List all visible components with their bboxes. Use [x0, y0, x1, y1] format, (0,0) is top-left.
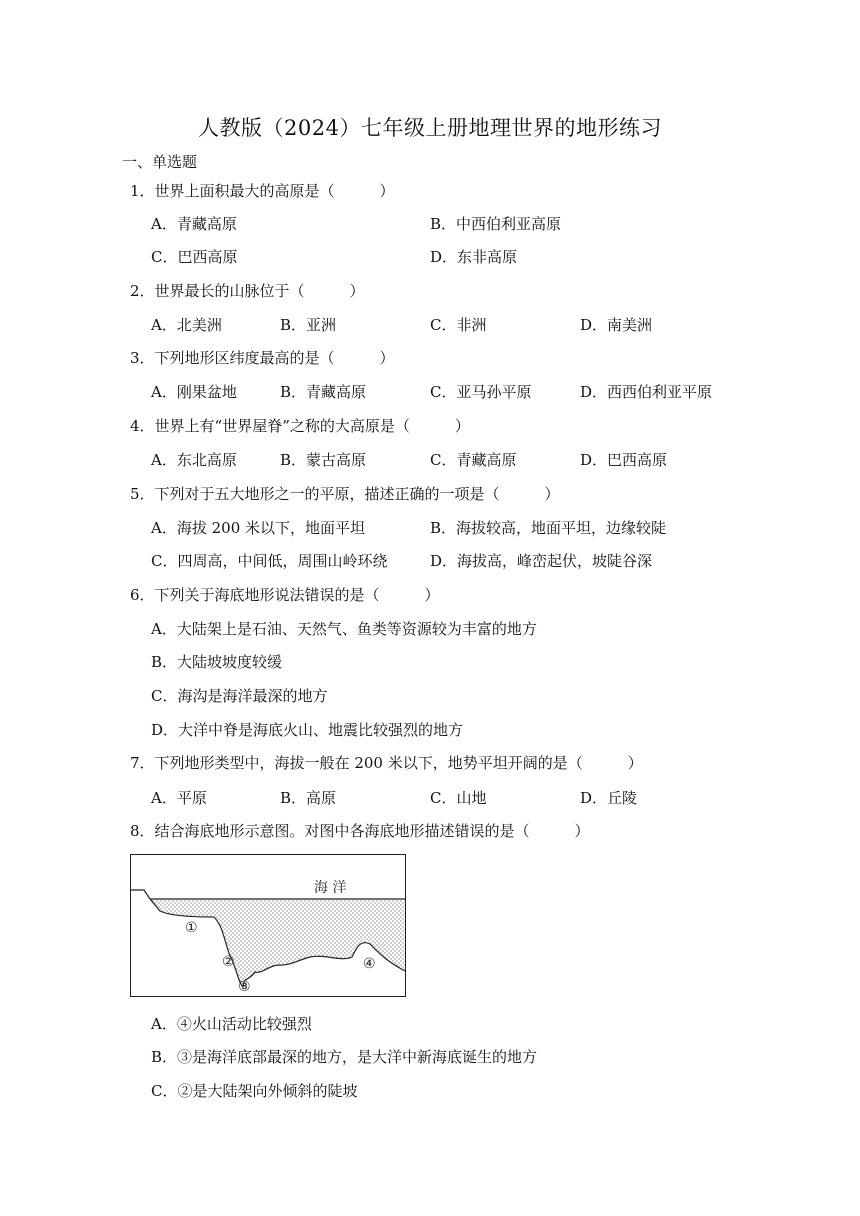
q6-option-a[interactable]: A．大陆架上是石油、天然气、鱼类等资源较为丰富的地方 [151, 620, 537, 638]
q5-option-b[interactable]: B．海拔较高，地面平坦，边缘较陡 [430, 519, 667, 537]
question-6-stem: 6．下列关于海底地形说法错误的是（ ） [130, 586, 440, 604]
q4-option-a[interactable]: A．东北高原 [151, 451, 237, 469]
q8-option-c[interactable]: C．②是大陆架向外倾斜的陡坡 [151, 1082, 358, 1100]
q3-option-d[interactable]: D．西西伯利亚平原 [580, 383, 713, 401]
q1-option-c[interactable]: C．巴西高原 [151, 248, 238, 266]
q1-option-d[interactable]: D．东非高原 [430, 248, 518, 266]
q5-option-d[interactable]: D．海拔高，峰峦起伏，坡陡谷深 [430, 552, 653, 570]
q1-option-a[interactable]: A．青藏高原 [151, 215, 237, 233]
question-1-stem: 1．世界上面积最大的高原是（ ） [130, 182, 395, 200]
question-4-stem: 4．世界上有“世界屋脊”之称的大高原是（ ） [130, 417, 470, 435]
q2-option-d[interactable]: D．南美洲 [580, 316, 653, 334]
q2-option-a[interactable]: A．北美洲 [151, 316, 222, 334]
question-8-stem: 8．结合海底地形示意图。对图中各海底地形描述错误的是（ ） [130, 822, 590, 840]
question-2-stem: 2．世界最长的山脉位于（ ） [130, 282, 365, 300]
seafloor-diagram [130, 854, 406, 997]
q4-option-d[interactable]: D．巴西高原 [580, 451, 668, 469]
q7-option-a[interactable]: A．平原 [151, 789, 207, 807]
q1-option-b[interactable]: B．中西伯利亚高原 [430, 215, 562, 233]
marker-2: ② [222, 954, 235, 970]
q4-option-c[interactable]: C．青藏高原 [430, 451, 517, 469]
q4-option-b[interactable]: B．蒙古高原 [280, 451, 367, 469]
q5-option-c[interactable]: C．四周高，中间低，周围山岭环绕 [151, 552, 388, 570]
page-title: 人教版（2024）七年级上册地理世界的地形练习 [198, 116, 662, 140]
q6-option-b[interactable]: B．大陆坡坡度较缓 [151, 653, 283, 671]
q5-option-a[interactable]: A．海拔 200 米以下，地面平坦 [151, 519, 366, 537]
q6-option-d[interactable]: D．大洋中脊是海底火山、地震比较强烈的地方 [151, 721, 464, 739]
marker-1: ① [185, 920, 198, 936]
q3-option-c[interactable]: C．亚马孙平原 [430, 383, 532, 401]
q2-option-b[interactable]: B．亚洲 [280, 316, 337, 334]
question-3-stem: 3．下列地形区纬度最高的是（ ） [130, 349, 395, 367]
question-7-stem: 7．下列地形类型中，海拔一般在 200 米以下，地势平坦开阔的是（ ） [130, 754, 643, 772]
ocean-label: 海 洋 [314, 880, 347, 896]
q8-option-a[interactable]: A．④火山活动比较强烈 [151, 1015, 312, 1033]
q7-option-d[interactable]: D．丘陵 [580, 789, 638, 807]
question-5-stem: 5．下列对于五大地形之一的平原，描述正确的一项是（ ） [130, 485, 560, 503]
q8-option-b[interactable]: B．③是海洋底部最深的地方，是大洋中新海底诞生的地方 [151, 1048, 538, 1066]
q7-option-b[interactable]: B．高原 [280, 789, 337, 807]
section-heading: 一、单选题 [122, 153, 198, 171]
q3-option-a[interactable]: A．刚果盆地 [151, 383, 237, 401]
q6-option-c[interactable]: C．海沟是海洋最深的地方 [151, 687, 328, 705]
marker-4: ④ [363, 956, 376, 972]
q2-option-c[interactable]: C．非洲 [430, 316, 487, 334]
marker-3: ③ [238, 979, 251, 995]
q3-option-b[interactable]: B．青藏高原 [280, 383, 367, 401]
q7-option-c[interactable]: C．山地 [430, 789, 487, 807]
